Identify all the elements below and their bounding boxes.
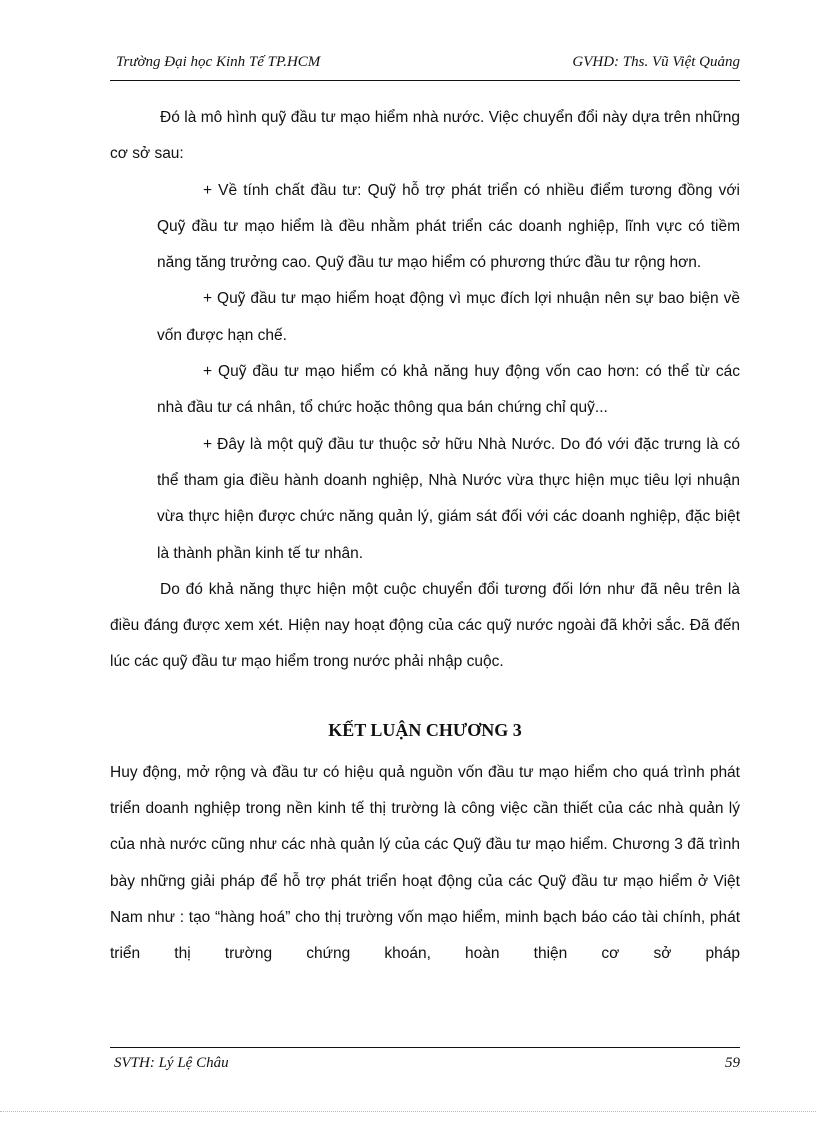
page-footer: [110, 1055, 740, 1077]
page-bottom-edge: [0, 1111, 816, 1112]
footer-student-name: SVTH: Lý Lệ Châu: [114, 1055, 229, 1071]
conclusion-paragraph: Huy động, mở rộng và đầu tư có hiệu quả nguồn vốn đầu tư mạo hiểm cho quá trình phát triển doanh nghiệp trong nền kinh tế thị trường là công việc cần thiết của các nhà quản lý của nhà nước cũng như các nhà quản lý của các Quỹ đầu tư mạo hiểm. Chương 3 đã trình bày những giải pháp để hỗ trợ phát triển hoạt động của các Quỹ đầu tư mạo hiểm ở Việt Nam như : tạo “hàng hoá” cho thị trường vốn mạo hiểm, minh bạch báo cáo tài chính, phát triển thị trường chứng khoán, hoàn thiện cơ sở pháp: [110, 763, 740, 963]
conclusion-heading: KẾT LUẬN CHƯƠNG 3: [328, 719, 522, 740]
header-advisor: GVHD: Ths. Vũ Việt Quảng: [572, 54, 740, 70]
page-number: 59: [725, 1055, 740, 1071]
closing-paragraph: Do đó khả năng thực hiện một cuộc chuyển đổi tương đối lớn như đã nêu trên là điều đáng được xem xét. Hiện nay hoạt động của các quỹ nước ngoài đã khởi sắc. Đã đến lúc các quỹ đầu tư mạo hiểm trong nước phải nhập cuộc.: [110, 580, 740, 671]
footer-rule: [110, 1047, 740, 1048]
point-capital-mobilization: + Quỹ đầu tư mạo hiểm có khả năng huy động vốn cao hơn: có thể từ các nhà đầu tư cá nhân, tổ chức hoặc thông qua bán chứng chỉ quỹ...: [157, 363, 740, 417]
point-investment-nature: + Về tính chất đầu tư: Quỹ hỗ trợ phát triển có nhiều điểm tương đồng với Quỹ đầu tư mạo hiểm là đều nhằm phát triển các doanh nghiệp, lĩnh vực có tiềm năng tăng trưởng cao. Quỹ đầu tư mạo hiểm có phương thức đầu tư rộng hơn.: [157, 181, 740, 272]
intro-paragraph: Đó là mô hình quỹ đầu tư mạo hiểm nhà nước. Việc chuyển đổi này dựa trên những cơ sở sau:: [110, 109, 740, 163]
page-header: [110, 54, 740, 76]
point-state-ownership: + Đây là một quỹ đầu tư thuộc sở hữu Nhà Nước. Do đó với đặc trưng là có thể tham gia điều hành doanh nghiệp, Nhà Nước vừa thực hiện mục tiêu lợi nhuận vừa thực hiện được chức năng quản lý, giám sát đối với các doanh nghiệp, đặc biệt là thành phần kinh tế tư nhân.: [157, 435, 740, 562]
page-content: [110, 100, 740, 1009]
header-rule: [110, 80, 740, 81]
header-school-name: Trường Đại học Kinh Tế TP.HCM: [116, 54, 321, 70]
point-profit-purpose: + Quỹ đầu tư mạo hiểm hoạt động vì mục đích lợi nhuận nên sự bao biện về vốn được hạn chế.: [157, 290, 740, 344]
